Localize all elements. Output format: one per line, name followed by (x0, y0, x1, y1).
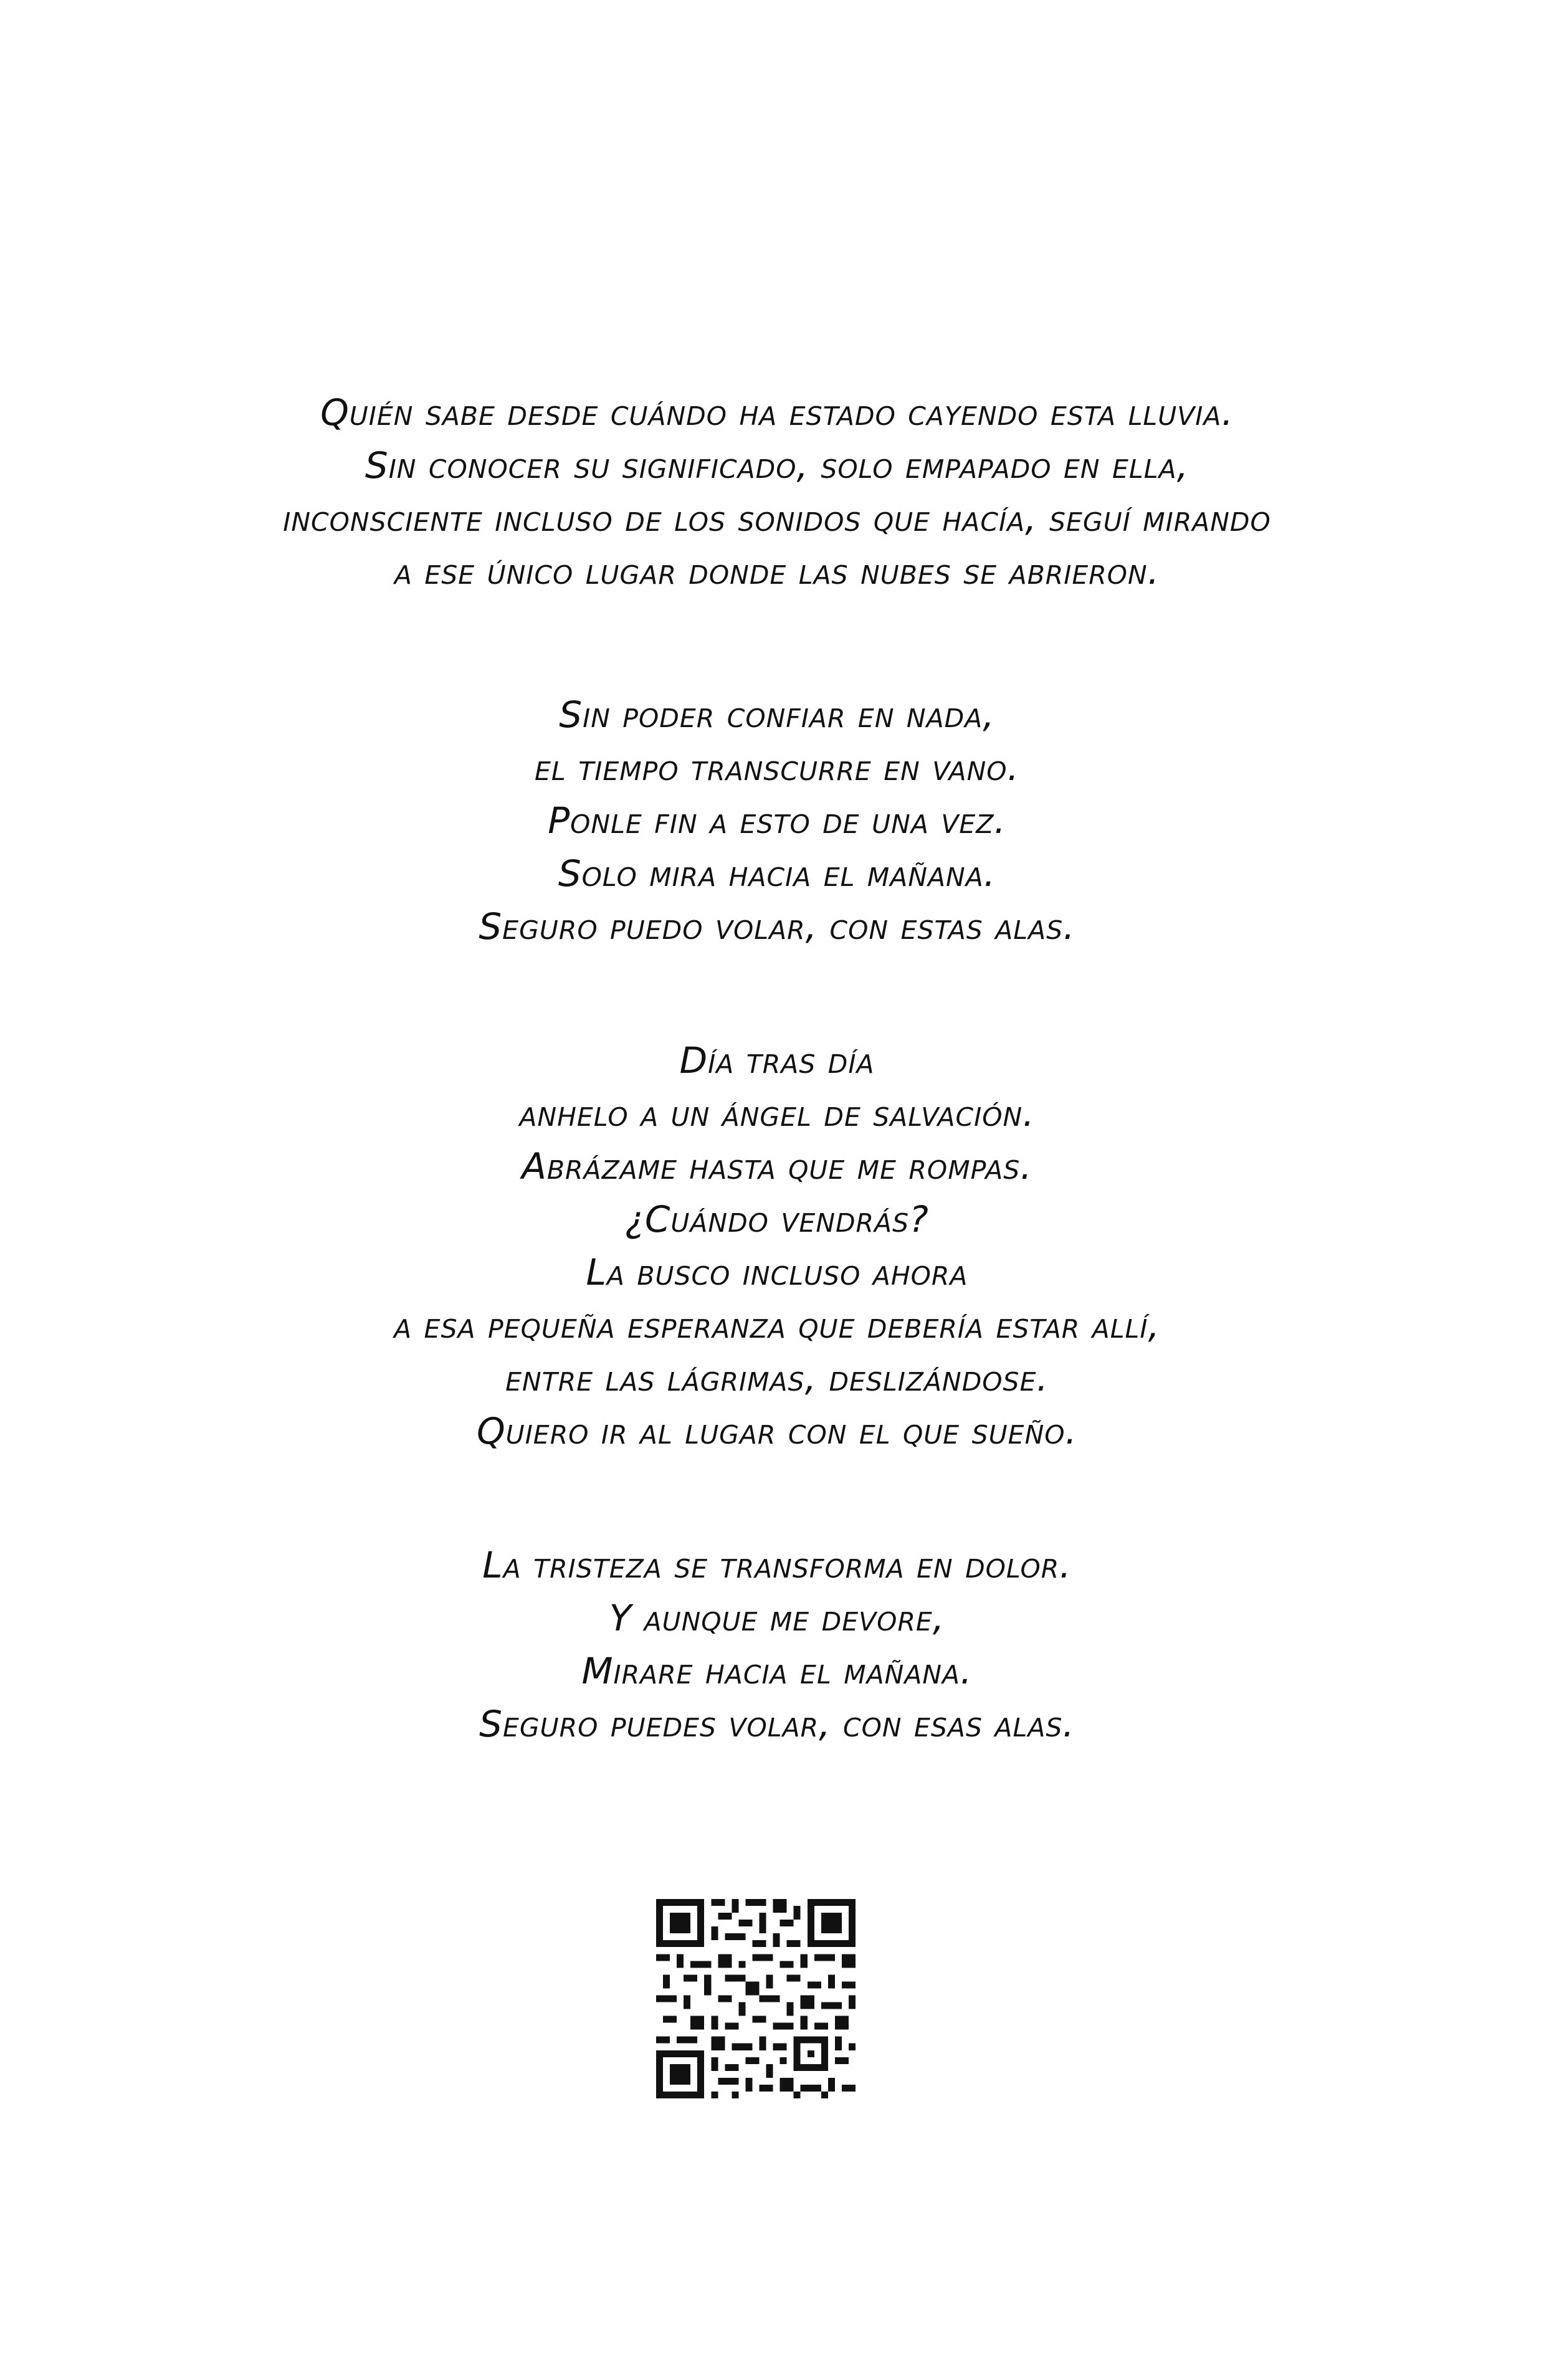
stanza-line: La busco incluso ahora (586, 1251, 968, 1293)
stanza-line: a esa pequeña esperanza que debería estar allí, (394, 1304, 1160, 1346)
stanza-line: anhelo a un ángel de salvación. (519, 1092, 1035, 1135)
stanza-line: Abrázame hasta que me rompas. (522, 1145, 1032, 1188)
stanza-line: Solo mira hacia el mañana. (558, 852, 996, 895)
stanza-line: Quién sabe desde cuándo ha estado cayendo esta lluvia. (320, 391, 1234, 434)
stanza-line: inconsciente incluso de los sonidos que hacía, seguí mirando (283, 497, 1271, 540)
stanza-line: Seguro puedo volar, con estas alas. (479, 905, 1075, 948)
stanza-line: Día tras día (679, 1039, 875, 1082)
stanza-1 (0, 386, 1554, 598)
qr-code-icon[interactable] (656, 1899, 856, 2098)
stanza-4 (0, 1539, 1554, 1751)
stanza-line: Seguro puedes volar, con esas alas. (479, 1703, 1075, 1745)
stanza-line: Sin conocer su significado, solo empapado en ella, (365, 444, 1189, 487)
stanza-line: Sin poder confiar en nada, (559, 693, 995, 736)
stanza-2 (0, 688, 1554, 953)
stanza-line: ¿Cuándo vendrás? (625, 1198, 929, 1240)
stanza-line: el tiempo transcurre en vano. (535, 746, 1019, 789)
stanza-line: a ese único lugar donde las nubes se abrieron. (394, 550, 1160, 593)
stanza-3 (0, 1034, 1554, 1458)
stanza-line: Mirare hacia el mañana. (581, 1650, 973, 1692)
stanza-line: La tristeza se transforma en dolor. (482, 1544, 1072, 1586)
stanza-line: Ponle fin a esto de una vez. (548, 799, 1006, 842)
stanza-line: Quiero ir al lugar con el que sueño. (477, 1410, 1077, 1452)
stanza-line: entre las lágrimas, deslizándose. (505, 1357, 1049, 1399)
stanza-line: Y aunque me devore, (609, 1597, 945, 1639)
